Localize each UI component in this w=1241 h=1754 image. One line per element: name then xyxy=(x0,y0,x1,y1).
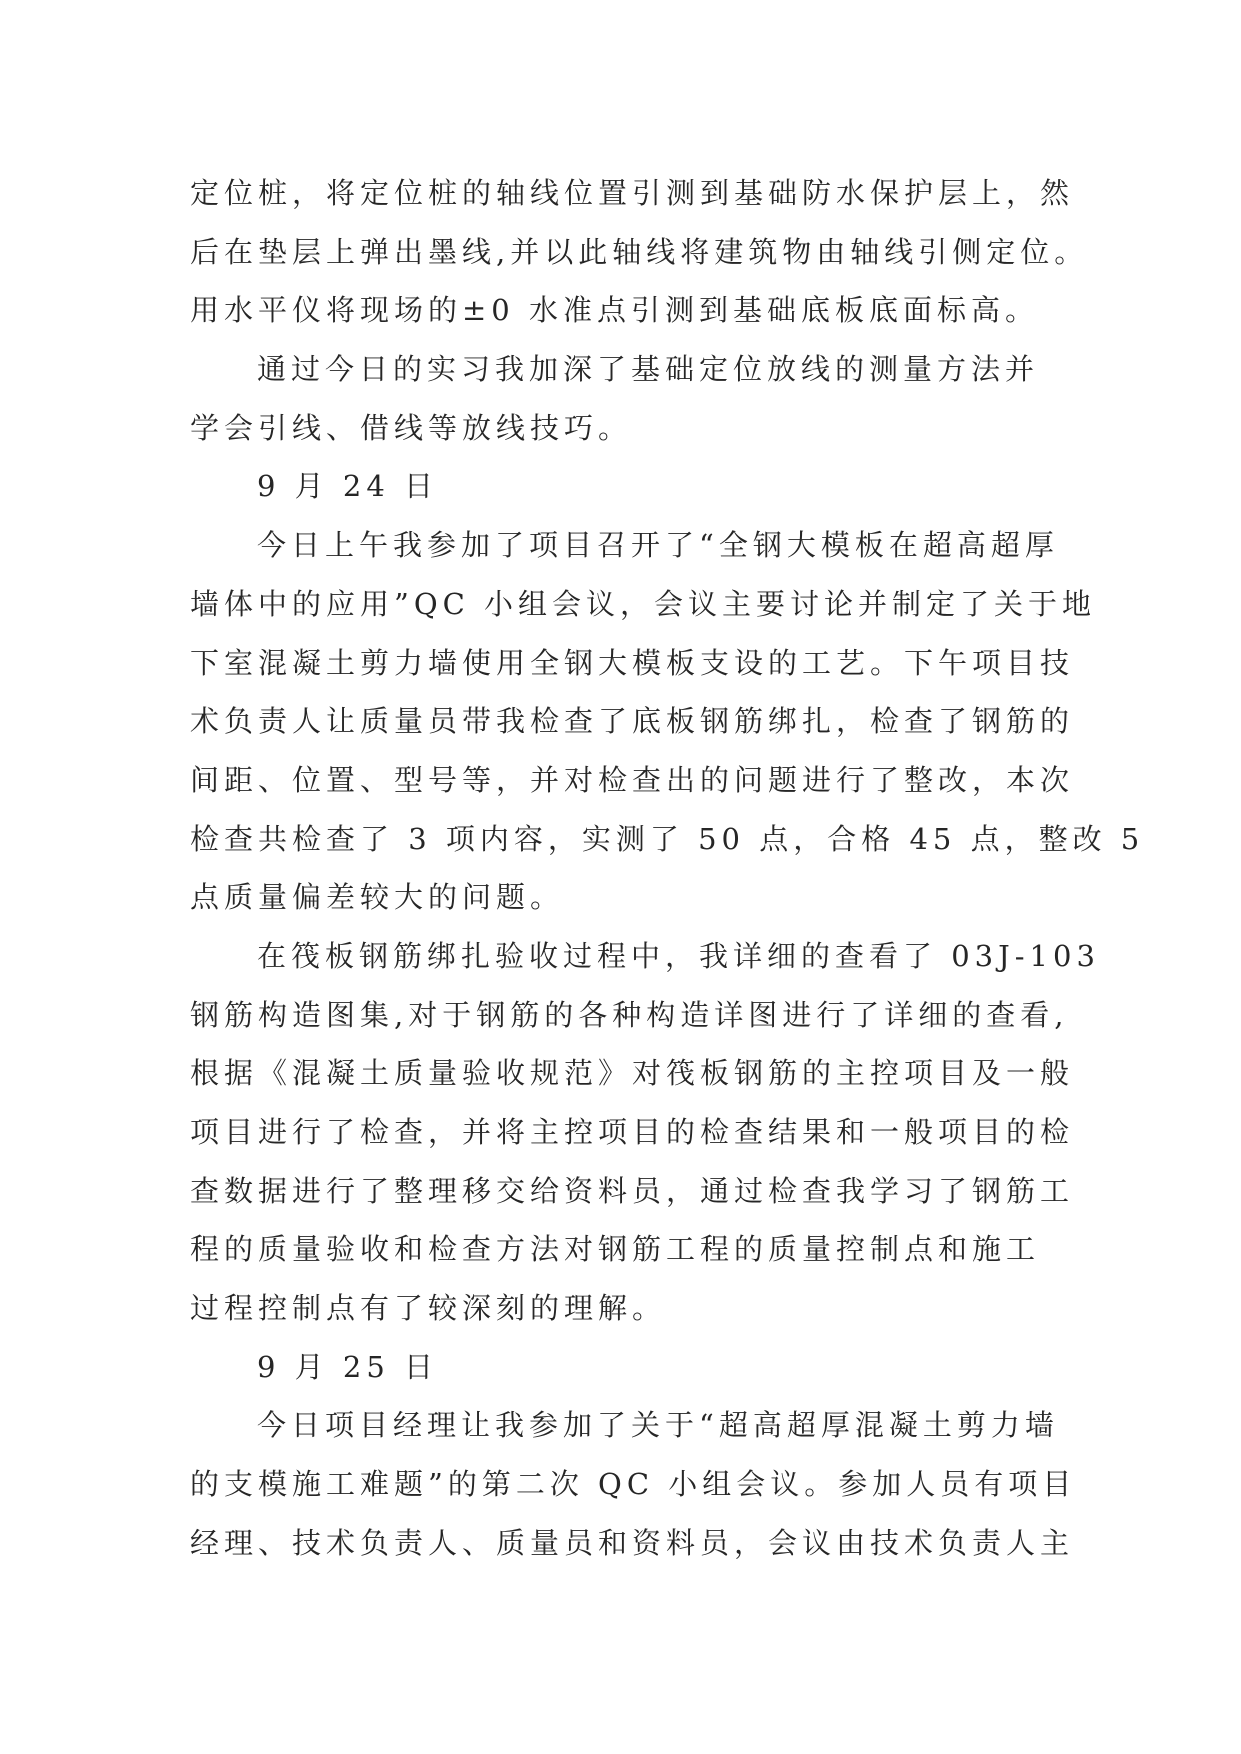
date-heading: 9 月 24 日 xyxy=(257,469,439,504)
text-line: 墙体中的应用”QC 小组会议，会议主要讨论并制定了关于地 xyxy=(190,586,1097,621)
text-line: 根据《混凝土质量验收规范》对筏板钢筋的主控项目及一般 xyxy=(190,1056,1075,1091)
paragraph-start-line: 今日上午我参加了项目召开了“全钢大模板在超高超厚 xyxy=(257,528,1059,563)
text-line: 学会引线、借线等放线技巧。 xyxy=(190,410,633,445)
paragraph-start-line: 通过今日的实习我加深了基础定位放线的测量方法并 xyxy=(257,352,1040,387)
text-line: 钢筋构造图集,对于钢筋的各种构造详图进行了详细的查看, xyxy=(190,997,1069,1032)
text-line: 间距、位置、型号等，并对检查出的问题进行了整改，本次 xyxy=(190,762,1075,797)
text-line: 后在垫层上弹出墨线,并以此轴线将建筑物由轴线引侧定位。 xyxy=(190,234,1089,269)
paragraph-start-line: 今日项目经理让我参加了关于“超高超厚混凝土剪力墙 xyxy=(257,1408,1059,1443)
text-line: 经理、技术负责人、质量员和资料员，会议由技术负责人主 xyxy=(190,1525,1075,1560)
text-line: 术负责人让质量员带我检查了底板钢筋绑扎，检查了钢筋的 xyxy=(190,704,1075,739)
text-line: 下室混凝土剪力墙使用全钢大模板支设的工艺。下午项目技 xyxy=(190,645,1075,680)
text-line: 定位桩，将定位桩的轴线位置引测到基础防水保护层上，然 xyxy=(190,176,1075,210)
paragraph-start-line: 在筏板钢筋绑扎验收过程中，我详细的查看了 03J-103 xyxy=(257,938,1100,973)
text-line: 过程控制点有了较深刻的理解。 xyxy=(190,1291,667,1326)
document-body xyxy=(190,164,1145,1573)
text-line: 检查共检查了 3 项内容，实测了 50 点，合格 45 点，整改 5 xyxy=(190,821,1145,856)
text-line: 点质量偏差较大的问题。 xyxy=(190,880,565,915)
text-line: 程的质量验收和检查方法对钢筋工程的质量控制点和施工 xyxy=(190,1232,1041,1267)
text-line: 项目进行了检查，并将主控项目的检查结果和一般项目的检 xyxy=(190,1115,1075,1149)
date-heading: 9 月 25 日 xyxy=(257,1349,439,1384)
text-line: 查数据进行了整理移交给资料员，通过检查我学习了钢筋工 xyxy=(190,1173,1075,1208)
text-line: 的支模施工难题”的第二次 QC 小组会议。参加人员有项目 xyxy=(190,1467,1077,1502)
text-line: 用水平仪将现场的±0 水准点引测到基础底板底面标高。 xyxy=(190,293,1039,328)
